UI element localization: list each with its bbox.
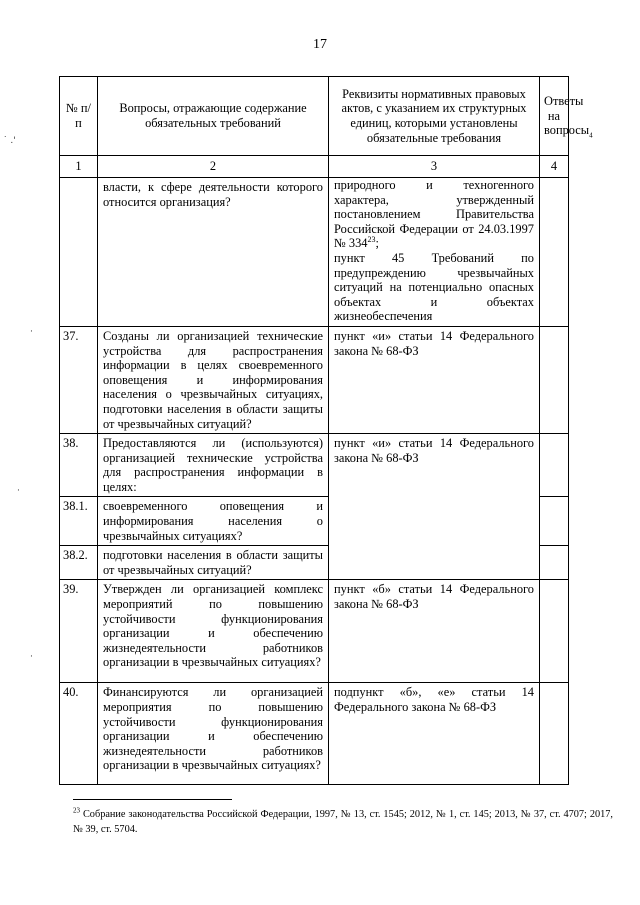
header-number: № п/п	[60, 77, 98, 156]
answer-cell	[540, 683, 569, 785]
table-row	[60, 178, 569, 327]
table-row	[60, 580, 569, 683]
answer-cell	[540, 546, 569, 580]
scan-artifact-mark: ·	[30, 652, 33, 662]
row-number: 38.	[60, 434, 98, 497]
scan-artifact-mark: ·	[17, 486, 20, 496]
page-number: 17	[313, 37, 327, 52]
row-number: 40.	[60, 683, 98, 785]
column-number-1: 1	[60, 156, 98, 178]
question-cell: Финансируются ли организацией мероприятия по повышению устойчивости функционирования организации и обеспечению жизнедеятельности работников организации в чрезвычайных ситуациях?	[98, 683, 329, 785]
question-cell: Утвержден ли организацией комплекс мероприятий по повышению устойчивости функционирования организации и обеспечению жизнедеятельности работников организации в чрезвычайных ситуациях?	[98, 580, 329, 683]
answer-cell	[540, 497, 569, 546]
answer-cell	[540, 580, 569, 683]
column-number-4: 4	[540, 156, 569, 178]
requisites-cell: природного и техногенного характера, утвержденный постановлением Правительства Российской Федерации от 24.03.1997 № 334$^{23}$; пункт 45 Требований по предупреждению чрезвычайных ситуаций на потенциально опасных объектах и объектах жизнеобеспечения	[329, 178, 540, 327]
question-cell: Созданы ли организацией технические устройства для распространения информации в целях своевременного оповещения и информирования населения о чрезвычайных ситуациях, подготовки населения в области защиты от чрезвычайных ситуаций?	[98, 326, 329, 433]
requisites-cell: пункт «б» статьи 14 Федерального закона № 68-ФЗ	[329, 580, 540, 683]
row-number: 38.2.	[60, 546, 98, 580]
footnote	[73, 807, 613, 837]
footnote-mark: 23	[73, 806, 80, 815]
table-row	[60, 326, 569, 433]
footnote-separator	[73, 799, 232, 800]
footnote-text: Собрание законодательства Российской Федерации, 1997, № 13, ст. 1545; 2012, № 1, ст. 145; 2013, № 37, ст. 4707; 2017, № 39, ст. 5704.	[73, 809, 613, 835]
question-cell: подготовки населения в области защиты от чрезвычайных ситуаций?	[98, 546, 329, 580]
column-number-3: 3	[329, 156, 540, 178]
requisites-cell: пункт «и» статьи 14 Федерального закона № 68-ФЗ	[329, 326, 540, 433]
requisites-cell: пункт «и» статьи 14 Федерального закона № 68-ФЗ	[329, 434, 540, 580]
question-cell: Предоставляются ли (используются) организацией технические устройства для распространения информации в целях:	[98, 434, 329, 497]
footnote-reference: 23	[367, 235, 376, 245]
answer-cell	[540, 434, 569, 497]
requirements-table	[59, 76, 593, 785]
header-answers-sup: 4	[589, 131, 593, 140]
answer-cell	[540, 326, 569, 433]
requisites-cell: подпункт «б», «е» статьи 14 Федерального закона № 68-ФЗ	[329, 683, 540, 785]
answer-cell	[540, 178, 569, 327]
table-row	[60, 434, 569, 497]
column-number-row	[60, 156, 569, 178]
row-number: 37.	[60, 326, 98, 433]
header-questions: Вопросы, отражающие содержание обязательных требований	[98, 77, 329, 156]
row-number	[60, 178, 98, 327]
question-cell: власти, к сфере деятельности которого относится организация?	[98, 178, 329, 327]
column-number-2: 2	[98, 156, 329, 178]
header-answers: Ответы на вопросы$_4$	[540, 77, 569, 156]
scan-artifact-mark: ˙ .'	[3, 136, 16, 146]
table-row	[60, 683, 569, 785]
row-number: 39.	[60, 580, 98, 683]
question-cell: своевременного оповещения и информирования населения о чрезвычайных ситуациях?	[98, 497, 329, 546]
table-header-row	[60, 77, 569, 156]
row-number: 38.1.	[60, 497, 98, 546]
scan-artifact-mark: ·	[30, 327, 33, 337]
header-requisites: Реквизиты нормативных правовых актов, с указанием их структурных единиц, которыми установлены обязательные требования	[329, 77, 540, 156]
